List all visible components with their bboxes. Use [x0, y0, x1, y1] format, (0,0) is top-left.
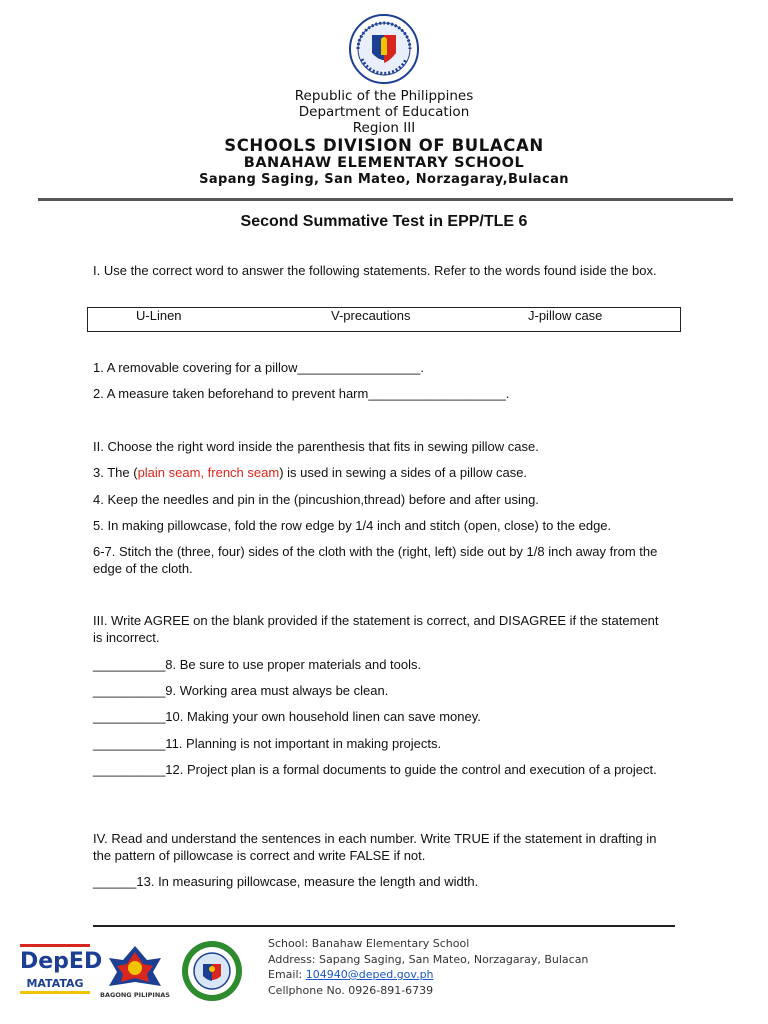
footer-email-link[interactable]: 104940@deped.gov.ph [305, 968, 434, 981]
question-4: 4. Keep the needles and pin in the (pincushion,thread) before and after using. [93, 492, 539, 507]
part2-instruction: II. Choose the right word inside the parenthesis that fits in sewing pillow case. [93, 439, 539, 454]
question-3-highlight: plain seam, french seam [137, 465, 280, 480]
question-3-end: ) is used in sewing a sides of a pillow case. [279, 465, 528, 480]
question-3 [93, 465, 668, 482]
bagong-pilipinas-caption: BAGONG PILIPINAS [100, 991, 170, 999]
box-word-precautions: V-precautions [331, 308, 411, 323]
footer-email-line [268, 967, 434, 983]
box-word-pillow-case: J-pillow case [528, 308, 603, 323]
part3-instruction: III. Write AGREE on the blank provided if the statement is correct, and DISAGREE if the statement is incorrect. [93, 613, 659, 645]
footer-phone: Cellphone No. 0926-891-6739 [268, 984, 434, 997]
footer-email-label: Email: [268, 968, 306, 981]
header-school: BANAHAW ELEMENTARY SCHOOL [243, 155, 525, 171]
header-division: SCHOOLS DIVISION OF BULACAN [224, 136, 544, 155]
question-12: __________12. Project plan is a formal documents to guide the control and execution of a project. [93, 762, 657, 777]
deped-wordmark: DepED [20, 944, 90, 977]
deped-seal-logo [348, 13, 420, 85]
question-8: __________8. Be sure to use proper materials and tools. [93, 657, 422, 672]
matatag-wordmark: MATATAG [20, 977, 90, 994]
header-department: Department of Education [298, 104, 470, 120]
header-republic: Republic of the Philippines [294, 88, 474, 104]
header-divider [38, 198, 733, 201]
question-1: 1. A removable covering for a pillow_________________. [93, 360, 425, 375]
footer-divider [93, 925, 675, 927]
word-box [87, 307, 681, 332]
school-seal-logo [181, 940, 243, 1002]
question-5: 5. In making pillowcase, fold the row edge by 1/4 inch and stitch (open, close) to the edge. [93, 518, 612, 533]
question-10: __________10. Making your own household linen can save money. [93, 709, 481, 724]
question-6-7: 6-7. Stitch the (three, four) sides of the cloth with the (right, left) side out by 1/8 inch away from the edge of the cloth. [93, 544, 658, 576]
header-region: Region III [352, 120, 416, 136]
footer-school: School: Banahaw Elementary School [268, 937, 470, 950]
question-3-start: 3. The ( [93, 465, 138, 480]
question-2: 2. A measure taken beforehand to prevent harm___________________. [93, 386, 510, 401]
box-word-linen: U-Linen [136, 308, 182, 323]
part4-instruction: IV. Read and understand the sentences in each number. Write TRUE if the statement in drafting in the pattern of pillowcase is correct and write FALSE if not. [93, 831, 657, 863]
test-title: Second Summative Test in EPP/TLE 6 [240, 213, 528, 230]
question-11: __________11. Planning is not important in making projects. [93, 736, 442, 751]
bagong-pilipinas-logo [103, 942, 167, 992]
question-9: __________9. Working area must always be clean. [93, 683, 389, 698]
header-address: Sapang Saging, San Mateo, Norzagaray,Bulacan [199, 172, 569, 187]
deped-matatag-logo [20, 944, 103, 998]
question-13: ______13. In measuring pillowcase, measure the length and width. [93, 874, 479, 889]
part1-instruction: I. Use the correct word to answer the following statements. Refer to the words found iside the box. [93, 263, 657, 278]
footer-address: Address: Sapang Saging, San Mateo, Norzagaray, Bulacan [268, 953, 589, 966]
